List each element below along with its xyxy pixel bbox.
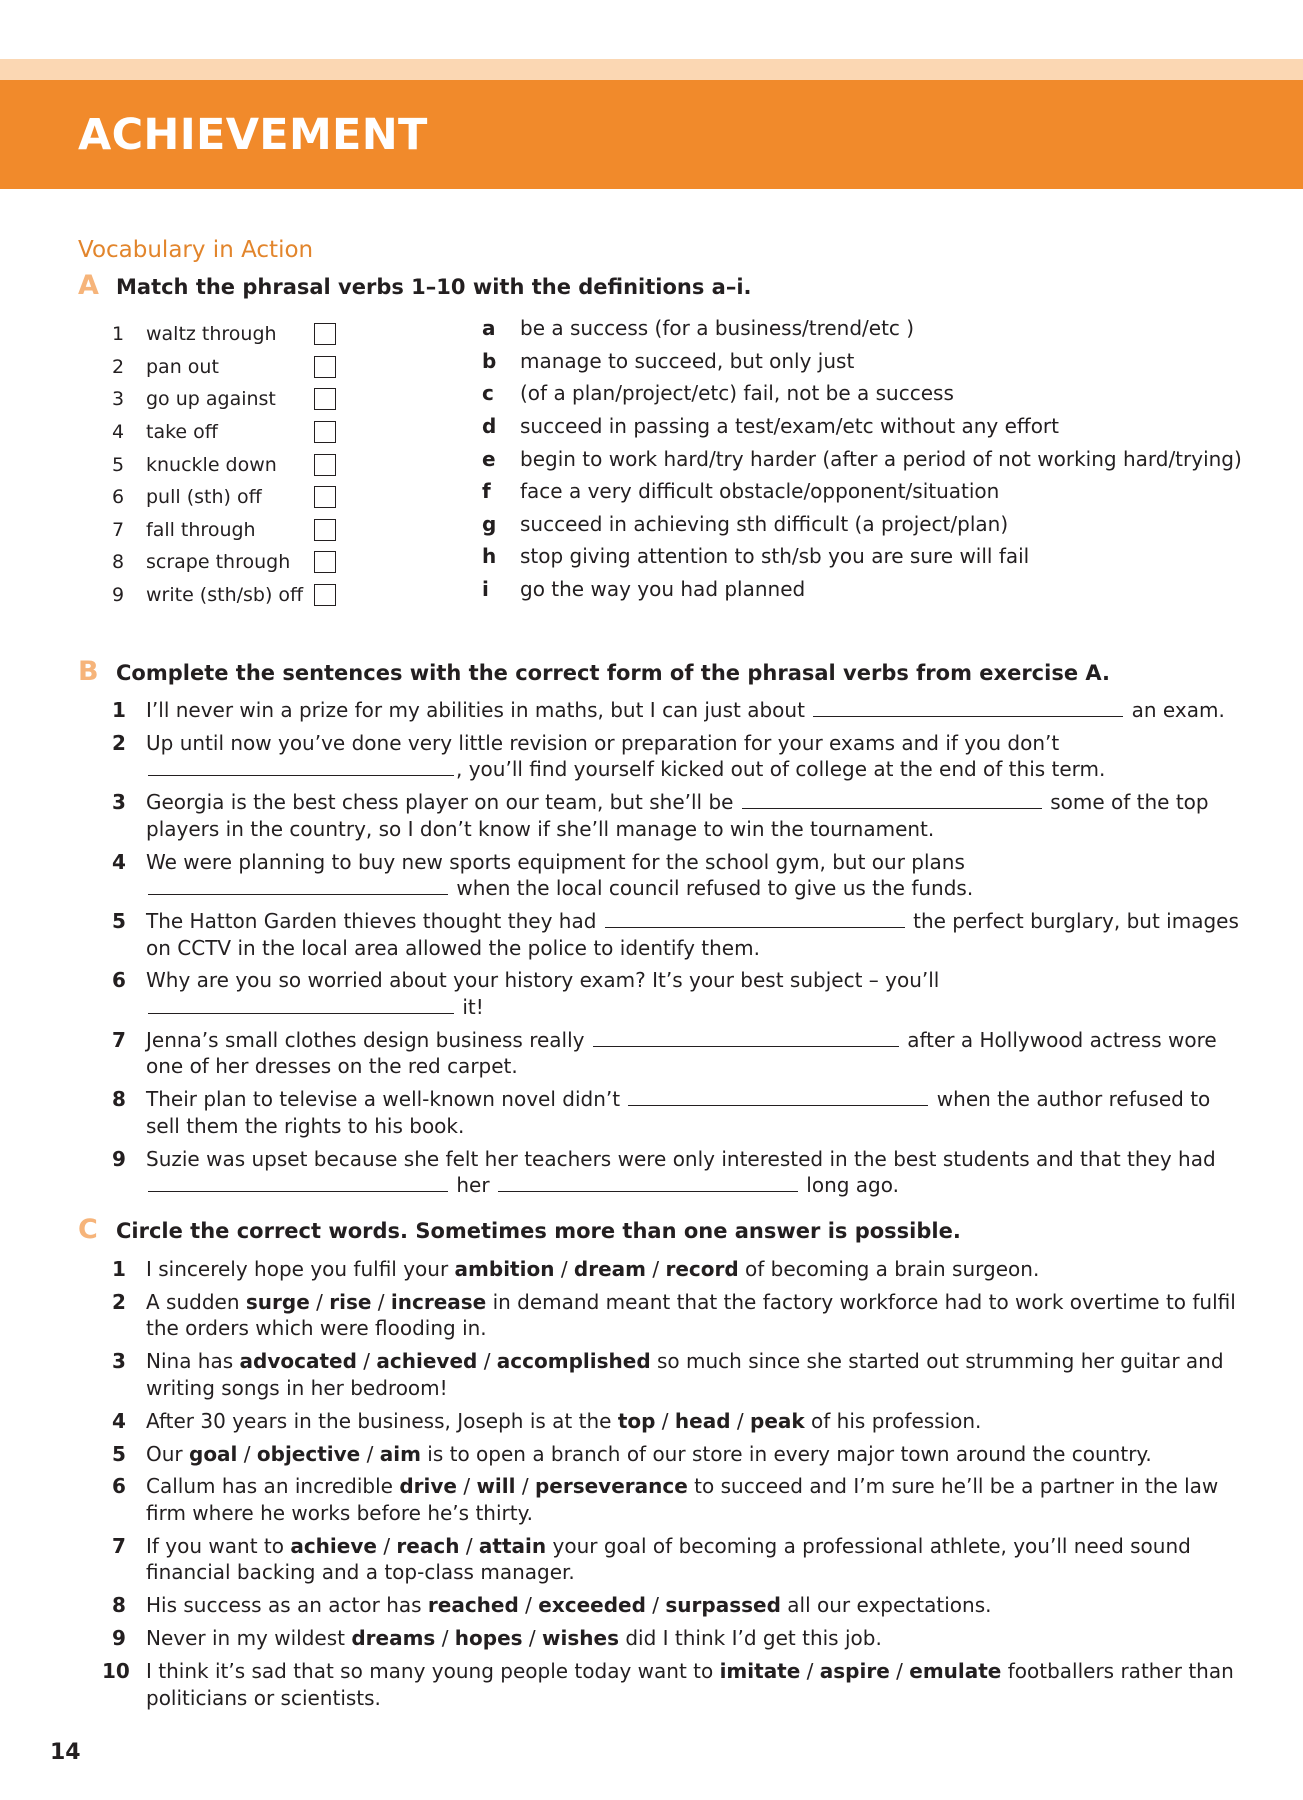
phrasal-verb: waltz through <box>146 323 277 346</box>
exercise-letter: B <box>78 656 99 687</box>
item-number: 8 <box>112 1593 126 1618</box>
item-number: 4 <box>112 849 126 874</box>
top-stripe <box>0 59 1303 80</box>
answer-blank[interactable] <box>593 1030 899 1047</box>
answer-box[interactable] <box>314 519 336 541</box>
sentence-text: His success as an actor has <box>146 1593 422 1618</box>
item-number: 7 <box>112 518 125 541</box>
definition-letter: f <box>482 479 491 504</box>
sentence-text: footballers rather than politicians or scientists. <box>146 1659 1234 1710</box>
item-number: 2 <box>112 1289 126 1314</box>
item-number: 2 <box>112 730 126 755</box>
list-item <box>482 573 1242 606</box>
list-item <box>112 967 1242 1020</box>
definition-letter: i <box>482 577 489 602</box>
word-option[interactable]: peak <box>750 1408 805 1433</box>
item-number: 3 <box>112 790 126 815</box>
answer-blank[interactable] <box>148 878 448 895</box>
sentence-text: so much since she started out strumming her guitar and writing songs in her bedroom! <box>146 1349 1224 1400</box>
exercise-letter: C <box>78 1214 98 1245</box>
exercise-instruction: Complete the sentences with the correct form of the phrasal verbs from exercise A. <box>116 661 1110 685</box>
phrasal-verb: pan out <box>146 355 219 378</box>
exercise-c-header <box>78 1214 961 1245</box>
answer-blank[interactable] <box>628 1089 928 1106</box>
sentence-text: some of the top players in the country, so I don’t know if she’ll manage to win the tournament. <box>146 790 1209 841</box>
sentence-text: long ago. <box>806 1173 899 1198</box>
sentence-text: Up until now you’ve done very little revision or preparation for your exams and if you don’t <box>146 730 1060 755</box>
answer-blank[interactable] <box>148 997 454 1014</box>
sentence-text: of his profession. <box>811 1408 982 1433</box>
option-separator: / <box>366 1441 374 1466</box>
sentence-text: the perfect burglary, but images on CCTV in the local area allowed the police to identify them. <box>146 909 1239 960</box>
option-separator: / <box>896 1659 903 1684</box>
answer-box[interactable] <box>314 356 336 378</box>
word-option[interactable]: increase <box>390 1289 487 1314</box>
word-option[interactable]: achieve <box>290 1533 377 1558</box>
answer-blank[interactable] <box>813 700 1123 717</box>
option-separator: / <box>383 1533 391 1558</box>
word-option[interactable]: record <box>665 1257 739 1281</box>
list-item <box>482 475 1242 508</box>
phrasal-verb: take off <box>146 421 218 444</box>
word-option[interactable]: advocated <box>239 1349 357 1374</box>
answer-box[interactable] <box>314 454 336 476</box>
item-number: 1 <box>112 1257 126 1281</box>
answer-blank[interactable] <box>742 792 1042 809</box>
list-item <box>112 908 1242 961</box>
sentence-text: A sudden <box>146 1289 240 1314</box>
option-separator: / <box>463 1474 471 1499</box>
sentence-text: Callum has an incredible <box>146 1474 393 1499</box>
option-separator: / <box>652 1593 660 1618</box>
phrasal-verb: write (sth/sb) off <box>146 584 304 607</box>
item-number: 6 <box>112 1474 126 1499</box>
list-item <box>112 697 1242 724</box>
list-item <box>102 1658 1242 1711</box>
exercise-instruction: Circle the correct words. Sometimes more than one answer is possible. <box>116 1219 961 1243</box>
list-item <box>482 508 1242 541</box>
item-number: 4 <box>112 1408 126 1433</box>
definition-letter: h <box>482 544 497 569</box>
sentence-text: did I think I’d get this job. <box>625 1626 882 1651</box>
item-number: 3 <box>112 1349 126 1374</box>
list-item <box>482 345 1242 378</box>
sentence-text: Georgia is the best chess player on our team, but she’ll be <box>146 790 734 815</box>
item-number: 7 <box>112 1533 126 1558</box>
sentence-text: after a Hollywood actress wore one of her dresses on the red carpet. <box>146 1027 1217 1079</box>
answer-box[interactable] <box>314 486 336 508</box>
item-number: 5 <box>112 909 126 934</box>
word-option[interactable]: objective <box>256 1441 361 1466</box>
list-item <box>482 540 1242 573</box>
word-option[interactable]: drive <box>399 1474 457 1499</box>
item-number: 2 <box>112 355 125 378</box>
list-item <box>112 1473 1242 1526</box>
item-number: 5 <box>112 1441 126 1466</box>
item-number: 8 <box>112 1087 126 1112</box>
definition-text: (of a plan/project/etc) fail, not be a success <box>520 381 954 406</box>
option-separator: / <box>363 1349 371 1374</box>
sentence-text: We were planning to buy new sports equipment for the school gym, but our plans <box>146 849 965 874</box>
sentence-text: Suzie was upset because she felt her teachers were only interested in the best students and that they had <box>146 1146 1216 1171</box>
sentence-completion-list <box>112 697 1242 1205</box>
list-item <box>112 546 336 579</box>
word-option[interactable]: emulate <box>909 1659 1002 1684</box>
option-separator: / <box>560 1257 568 1281</box>
word-option[interactable]: exceeded <box>538 1593 646 1618</box>
option-separator: / <box>525 1593 532 1618</box>
exercise-b-header <box>78 656 1110 687</box>
word-option[interactable]: accomplished <box>496 1349 651 1374</box>
list-item <box>112 1348 1242 1401</box>
definition-letter: a <box>482 316 496 341</box>
word-option[interactable]: surge <box>245 1289 310 1314</box>
item-number: 1 <box>112 698 126 722</box>
option-separator: / <box>521 1474 529 1499</box>
list-item <box>112 730 1242 783</box>
list-item <box>112 579 336 612</box>
word-option[interactable]: top <box>617 1408 656 1433</box>
phrasal-verb: pull (sth) off <box>146 486 262 509</box>
option-separator: / <box>316 1289 323 1314</box>
list-item <box>112 789 1242 842</box>
answer-box[interactable] <box>314 323 336 345</box>
definition-text: be a success (for a business/trend/etc ) <box>520 316 915 341</box>
option-separator: / <box>652 1257 660 1281</box>
list-item <box>112 1408 1242 1435</box>
word-option[interactable]: imitate <box>719 1659 801 1684</box>
list-item <box>112 416 336 449</box>
list-item <box>112 1592 1242 1619</box>
list-item <box>112 1086 1242 1139</box>
list-item <box>482 410 1242 443</box>
word-option[interactable]: dream <box>573 1257 647 1281</box>
item-number: 3 <box>112 388 125 411</box>
item-number: 5 <box>112 453 125 476</box>
list-item <box>112 1146 1242 1199</box>
definition-letter: b <box>482 348 497 373</box>
sentence-text: , you’ll find yourself kicked out of college at the end of this term. <box>456 757 1106 782</box>
word-option[interactable]: dreams <box>351 1626 436 1651</box>
item-number: 4 <box>112 421 125 444</box>
word-option[interactable]: goal <box>189 1441 238 1466</box>
answer-box[interactable] <box>314 388 336 410</box>
sentence-text: when the local council refused to give us the funds. <box>456 876 974 901</box>
word-option[interactable]: perseverance <box>534 1474 688 1499</box>
option-separator: / <box>243 1441 251 1466</box>
sentence-text: your goal of becoming a professional athlete, you’ll need sound financial backing and a top-class manager. <box>146 1533 1191 1585</box>
item-number: 1 <box>112 323 125 346</box>
item-number: 9 <box>112 1146 126 1171</box>
word-option[interactable]: aim <box>379 1441 421 1466</box>
definition-text: begin to work hard/try harder (after a period of not working hard/trying) <box>520 446 1242 471</box>
title-banner <box>0 80 1303 189</box>
item-number: 6 <box>112 486 125 509</box>
sentence-text: If you want to <box>146 1533 284 1558</box>
item-number: 8 <box>112 551 125 574</box>
sentence-text: I think it’s sad that so many young people today want to <box>146 1659 714 1684</box>
circle-words-list <box>102 1256 1242 1717</box>
definition-text: manage to succeed, but only just <box>520 348 855 373</box>
sentence-text: I sincerely hope you fulfil your <box>146 1257 449 1281</box>
sentence-text: of becoming a brain surgeon. <box>745 1257 1040 1281</box>
list-item <box>112 849 1242 902</box>
list-item <box>112 318 336 351</box>
sentence-text: is to open a branch of our store in every major town around the country. <box>427 1441 1152 1466</box>
phrasal-verb: knuckle down <box>146 453 277 476</box>
option-separator: / <box>377 1289 385 1314</box>
sentence-text: I’ll never win a prize for my abilities in maths, but I can just about <box>146 698 805 722</box>
definition-text: succeed in passing a test/exam/etc without any effort <box>520 414 1059 439</box>
definition-text: go the way you had planned <box>520 577 806 602</box>
phrasal-verb: go up against <box>146 388 276 411</box>
section-title: Vocabulary in Action <box>78 237 314 263</box>
exercise-instruction: Match the phrasal verbs 1–10 with the definitions a–i. <box>116 275 752 299</box>
phrasal-verb-list <box>112 318 336 611</box>
definition-text: face a very difficult obstacle/opponent/situation <box>520 479 1000 504</box>
answer-blank[interactable] <box>605 911 905 928</box>
list-item <box>112 1533 1242 1586</box>
answer-blank[interactable] <box>498 1175 798 1192</box>
item-number: 10 <box>102 1659 130 1684</box>
list-item <box>112 351 336 384</box>
definition-text: succeed in achieving sth difficult (a project/plan) <box>520 511 1009 536</box>
option-separator: / <box>806 1659 814 1684</box>
word-option[interactable]: wishes <box>542 1626 619 1651</box>
sentence-text: Jenna’s small clothes design business really <box>146 1027 585 1052</box>
sentence-text: an exam. <box>1131 698 1225 722</box>
sentence-text: After 30 years in the business, Joseph is at the <box>146 1408 612 1433</box>
option-separator: / <box>483 1349 491 1374</box>
list-item <box>482 442 1242 475</box>
sentence-text: when the author refused to sell them the rights to his book. <box>146 1087 1211 1138</box>
list-item <box>482 377 1242 410</box>
phrasal-verb: scrape through <box>146 551 291 574</box>
exercise-letter: A <box>78 270 99 301</box>
list-item <box>112 448 336 481</box>
definition-letter: g <box>482 511 497 536</box>
answer-box[interactable] <box>314 551 336 573</box>
sentence-text: Why are you so worried about your history exam? It’s your best subject – you’ll <box>146 968 940 993</box>
word-option[interactable]: reach <box>396 1533 460 1558</box>
list-item <box>112 1289 1242 1342</box>
item-number: 9 <box>112 584 125 607</box>
word-option[interactable]: attain <box>478 1533 547 1558</box>
definition-list <box>482 312 1242 605</box>
sentence-text: Our <box>146 1441 183 1466</box>
option-separator: / <box>736 1408 744 1433</box>
list-item <box>482 312 1242 345</box>
list-item <box>112 514 336 547</box>
word-option[interactable]: ambition <box>454 1257 555 1281</box>
item-number: 6 <box>112 968 126 993</box>
phrasal-verb: fall through <box>146 518 256 541</box>
list-item <box>112 1625 1242 1652</box>
word-option[interactable]: reached <box>427 1593 519 1618</box>
definition-text: stop giving attention to sth/sb you are sure will fail <box>520 544 1030 569</box>
sentence-text: all our expectations. <box>787 1593 992 1618</box>
page-title: ACHIEVEMENT <box>78 110 428 160</box>
option-separator: / <box>661 1408 669 1433</box>
word-option[interactable]: achieved <box>376 1349 478 1374</box>
list-item <box>112 1256 1242 1283</box>
item-number: 7 <box>112 1027 126 1052</box>
answer-box[interactable] <box>314 584 336 606</box>
page-number: 14 <box>50 1740 81 1765</box>
sentence-text: The Hatton Garden thieves thought they had <box>146 909 597 934</box>
sentence-text: her <box>456 1173 490 1198</box>
item-number: 9 <box>112 1626 126 1651</box>
definition-letter: c <box>482 381 494 406</box>
answer-box[interactable] <box>314 421 336 443</box>
answer-blank[interactable] <box>148 1175 448 1192</box>
list-item <box>112 1027 1242 1080</box>
sentence-text: Never in my wildest <box>146 1626 345 1651</box>
definition-letter: e <box>482 446 496 471</box>
list-item <box>112 1441 1242 1468</box>
sentence-text: in demand meant that the factory workforce had to work overtime to fulfil the orders which were flooding in. <box>146 1289 1236 1341</box>
option-separator: / <box>441 1626 449 1651</box>
option-separator: / <box>528 1626 536 1651</box>
word-option[interactable]: aspire <box>819 1659 890 1684</box>
exercise-a-header <box>78 270 752 301</box>
answer-blank[interactable] <box>148 759 454 776</box>
list-item <box>112 383 336 416</box>
definition-letter: d <box>482 414 497 439</box>
sentence-text: to succeed and I’m sure he’ll be a partner in the law firm where he works before he’s thirty. <box>146 1474 1219 1525</box>
sentence-text: Nina has <box>146 1349 234 1374</box>
word-option[interactable]: will <box>476 1474 516 1499</box>
list-item <box>112 481 336 514</box>
word-option[interactable]: surpassed <box>665 1593 781 1618</box>
sentence-text: Their plan to televise a well-known novel didn’t <box>146 1087 621 1112</box>
word-option[interactable]: hopes <box>454 1626 523 1651</box>
word-option[interactable]: head <box>674 1408 731 1433</box>
option-separator: / <box>465 1533 473 1558</box>
sentence-text: it! <box>462 994 484 1019</box>
word-option[interactable]: rise <box>329 1289 372 1314</box>
